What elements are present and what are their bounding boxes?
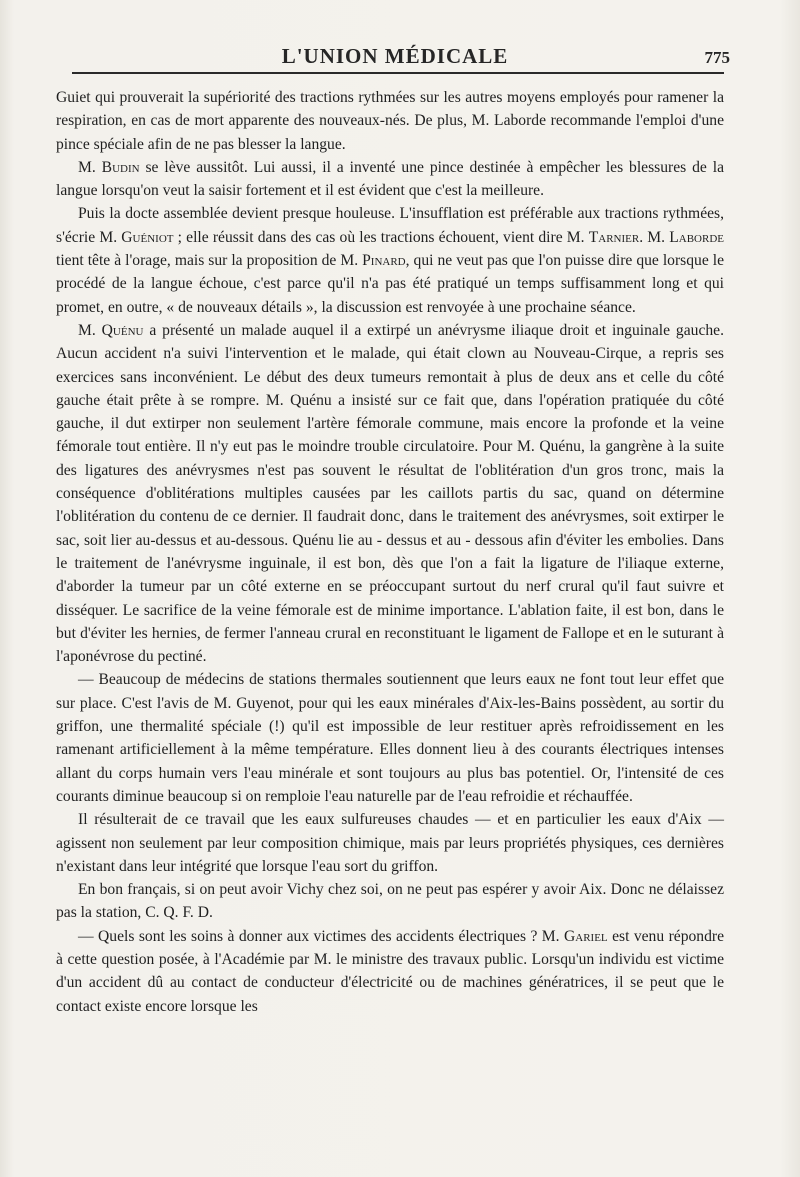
text-run: M.: [78, 321, 102, 339]
text-run: Puis la docte assemblée devient presque houleuse. L'insufflation est préférable aux tractions rythmées, s'écrie M.: [56, 205, 724, 246]
paragraph: [56, 668, 724, 808]
running-title: L'UNION MÉDICALE: [281, 44, 509, 68]
page-number: 775: [704, 48, 730, 67]
author-name: Tarnier: [588, 228, 640, 246]
author-name: Gariel: [564, 927, 608, 945]
text-run: M.: [78, 158, 102, 176]
author-name: Quénu: [101, 321, 144, 339]
text-run: — Beaucoup de médecins de stations thermales soutiennent que leurs eaux ne font tout leur effet que sur place. C'est l'avis de M. Guyenot, pour qui les eaux minérales d'Aix-les-Bains possèdent, au sortir du griffon, une thermalité spéciale (!) qu'il est impossible de leur restituer après refroidissement en les ramenant artificiellement à la même température. Elles donnent lieu à des courants électriques intenses allant du corps humain vers l'eau minérale et sont toujours au plus bas potentiel. Or, l'intensité de ces courants diminue beaucoup si on remploie l'eau naturelle par de l'eau refroidie et réchauffée.: [56, 671, 724, 805]
text-run: se lève aussitôt. Lui aussi, il a inventé une pince destinée à empêcher les blessures de la langue lorsqu'on veut la saisir fortement et il est évident que c'est la meilleure.: [56, 158, 724, 200]
text-run: Il résulterait de ce travail que les eaux sulfureuses chaudes — et en particulier les eaux d'Aix — agissent non seulement par leur composition chimique, mais par leurs propriétés physiques, ces dernières n'existant dans leur intégrité que lorsque l'eau sort du griffon.: [56, 811, 724, 875]
author-name: Guéniot: [121, 228, 174, 246]
text-run: Guiet qui prouverait la supériorité des tractions rythmées sur les autres moyens employés pour ramener la respiration, en cas de mort apparente des nouveaux-nés. De plus, M. Laborde recommande l'emploi d'une pince spéciale afin de ne pas blesser la langue.: [56, 89, 724, 153]
paragraph: [56, 319, 724, 668]
paragraph: [56, 156, 724, 203]
paragraph: [56, 86, 724, 156]
text-run: , qui ne veut pas que l'on puisse dire que lorsque le procédé de la langue échoue, c'est parce qu'il n'a pas été pratiqué un temps suffisamment long et qui promet, en outre, « de nouveaux détails », la discussion est renvoyée à une prochaine séance.: [56, 252, 724, 316]
author-name: Budin: [101, 158, 140, 176]
text-run: — Quels sont les soins à donner aux victimes des accidents électriques ? M.: [78, 927, 564, 945]
text-run: . M.: [639, 228, 670, 246]
header-rule: [72, 72, 724, 74]
paragraph: [56, 808, 724, 878]
author-name: Pinard: [362, 252, 406, 270]
text-run: tient tête à l'orage, mais sur la proposition de M.: [56, 252, 363, 270]
running-header: [60, 44, 730, 72]
paragraph: [56, 878, 724, 925]
paragraph: [56, 925, 724, 1018]
body-text: [56, 86, 724, 1018]
author-name: Laborde: [669, 228, 724, 246]
text-run: a présenté un malade auquel il a extirpé un anévrysme iliaque droit et inguinale gauche. Aucun accident n'a suivi l'intervention et le malade, qui était clown au Nouveau-Cirque, a repris ses exercices sans inconvénient. Le début des deux tumeurs remontait à plus de deux ans et celle du côté gauche était prête à se rompre. M. Quénu a insisté sur ce fait que, dans l'opération pratiquée du côté gauche, il dut extirper non seulement l'artère fémorale commune, mais encore la profonde et la veine fémorale tout entière. Il n'y eut pas le moindre trouble circulatoire. Pour M. Quénu, la gangrène à la suite des ligatures des anévrysmes n'est pas souvent le résultat de l'oblitération d'un gros tronc, mais la conséquence d'oblitérations multiples causées par les caillots partis du sac, quand on détermine l'oblitération du contenu de ce dernier. Il faudrait donc, dans le traitement des anévrysmes, soit extirper le sac, soit lier au-dessus et au-dessous. Quénu lie au - dessus et au - dessous afin d'éviter les embolies. Dans le traitement de l'anévrysme inguinale, il est bon, dès que l'on a fait la ligature de l'iliaque externe, d'aborder la tumeur par un côté externe en se préoccupant surtout du nerf crural qu'il faut suivre et disséquer. Le sacrifice de la veine fémorale est de minime importance. L'ablation faite, il est bon, dans le but d'éviter les hernies, de fermer l'anneau crural en reconstituant le ligament de Fallope et en le suturant à l'aponévrose du pectiné.: [56, 321, 724, 666]
paragraph: [56, 202, 724, 318]
text-run: En bon français, si on peut avoir Vichy chez soi, on ne peut pas espérer y avoir Aix. Donc ne délaissez pas la station, C. Q. F. D.: [56, 881, 724, 922]
text-run: est venu répondre à cette question posée, à l'Académie par M. le ministre des travaux public. Lorsqu'un individu est victime d'un accident dû au contact de conducteur d'électricité ou de machines génératrices, il se peut que le contact existe encore lorsque les: [56, 927, 725, 1015]
text-run: ; elle réussit dans des cas où les tractions échouent, vient dire M.: [173, 228, 589, 246]
